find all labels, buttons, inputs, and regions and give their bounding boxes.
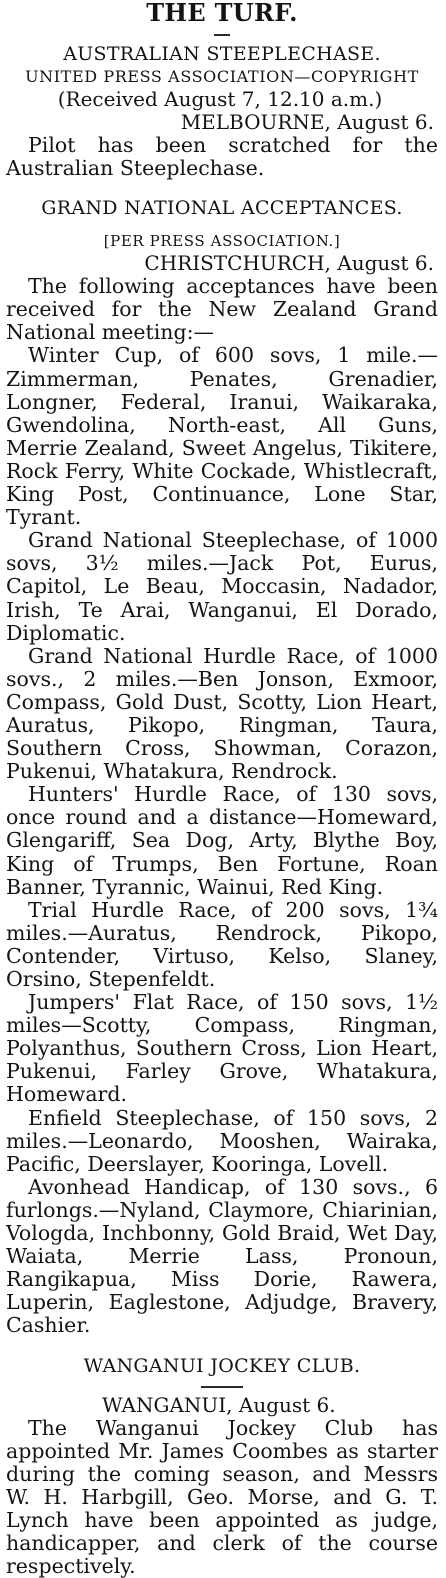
article-paragraph: Hunters' Hurdle Race, of 130 sovs, once round and a distance—Homeward, Glengariff, Sea Dog, Arty, Blythe Boy, King of Trumps, Ben Fortune, Roan Banner, Tyrannic, Wainui, Red King. [6, 783, 438, 898]
article-dateline: WANGANUI, August 6. [6, 1394, 438, 1417]
article-paragraph: The following acceptances have been received for the New Zealand Grand National meeting:— [6, 275, 438, 344]
press-credit: [PER PRESS ASSOCIATION.] [6, 230, 438, 252]
article-paragraph: Enfield Steeplechase, of 150 sovs, 2 miles.—Leonardo, Mooshen, Wairaka, Pacific, Deerslayer, Kooringa, Lovell. [6, 1107, 438, 1176]
article-paragraph: Avonhead Handicap, of 130 sovs., 6 furlongs.—Nyland, Claymore, Chiarinian, Vologda, Inchbonny, Gold Braid, Wet Day, Waiata, Merrie Lass, Pronoun, Rangikapua, Miss Dorie, Rawera, Luperin, Eaglestone, Adjudge, Bravery, Cashier. [6, 1176, 438, 1338]
spacer [6, 1338, 438, 1354]
article-paragraph: Winter Cup, of 600 sovs, 1 mile.—Zimmerman, Penates, Grenadier, Longner, Federal, Iranui, Waikaraka, Gwendolina, North-east, All Guns, Merrie Zealand, Sweet Angelus, Tikitere, Rock Ferry, White Cockade, Whistlecraft, King Post, Continuance, Lone Star, Tyrant. [6, 344, 438, 529]
australian-steeplechase-article [6, 42, 438, 180]
heading-rule [201, 1386, 243, 1388]
article-dateline: CHRISTCHURCH, August 6. [6, 252, 438, 275]
received-line: (Received August 7, 12.10 a.m.) [6, 88, 438, 111]
article-paragraph: Grand National Hurdle Race, of 1000 sovs., 2 miles.—Ben Jonson, Exmoor, Compass, Gold Dust, Scotty, Lion Heart, Auratus, Pikopo, Ringman, Taura, Southern Cross, Showman, Corazon, Pukenui, Whatakura, Rendrock. [6, 645, 438, 784]
article-dateline: MELBOURNE, August 6. [6, 111, 438, 134]
article-body: Pilot has been scratched for the Australian Steeplechase. [6, 134, 438, 180]
title-rule [214, 34, 230, 36]
article-paragraph: Grand National Steeplechase, of 1000 sovs, 3½ miles.—Jack Pot, Eurus, Capitol, Le Beau, Moccasin, Nadador, Irish, Te Arai, Wanganui, El Dorado, Diplomatic. [6, 529, 438, 644]
spacer [6, 220, 438, 230]
press-credit: UNITED PRESS ASSOCIATION—COPYRIGHT [6, 66, 438, 88]
column-title: THE TURF. [6, 0, 438, 28]
grand-national-acceptances-article [6, 196, 438, 1337]
article-heading: GRAND NATIONAL ACCEPTANCES. [6, 196, 438, 220]
article-paragraph: Trial Hurdle Race, of 200 sovs, 1¾ miles.—Auratus, Rendrock, Pikopo, Contender, Virtuso, Kelso, Slaney, Orsino, Stepenfeldt. [6, 899, 438, 991]
article-body: The Wanganui Jockey Club has appointed Mr. James Coombes as starter during the coming season, and Messrs W. H. Harbgill, Geo. Morse, and G. T. Lynch have been appointed as judge, handicapper, and clerk of the course respectively. [6, 1417, 438, 1578]
spacer [6, 180, 438, 196]
wanganui-jockey-club-article [6, 1354, 438, 1578]
article-heading: AUSTRALIAN STEEPLECHASE. [6, 42, 438, 66]
article-heading: WANGANUI JOCKEY CLUB. [6, 1354, 438, 1378]
article-paragraph: Jumpers' Flat Race, of 150 sovs, 1½ miles—Scotty, Compass, Ringman, Polyanthus, Southern Cross, Lion Heart, Pukenui, Farley Grove, Whatakura, Homeward. [6, 991, 438, 1106]
